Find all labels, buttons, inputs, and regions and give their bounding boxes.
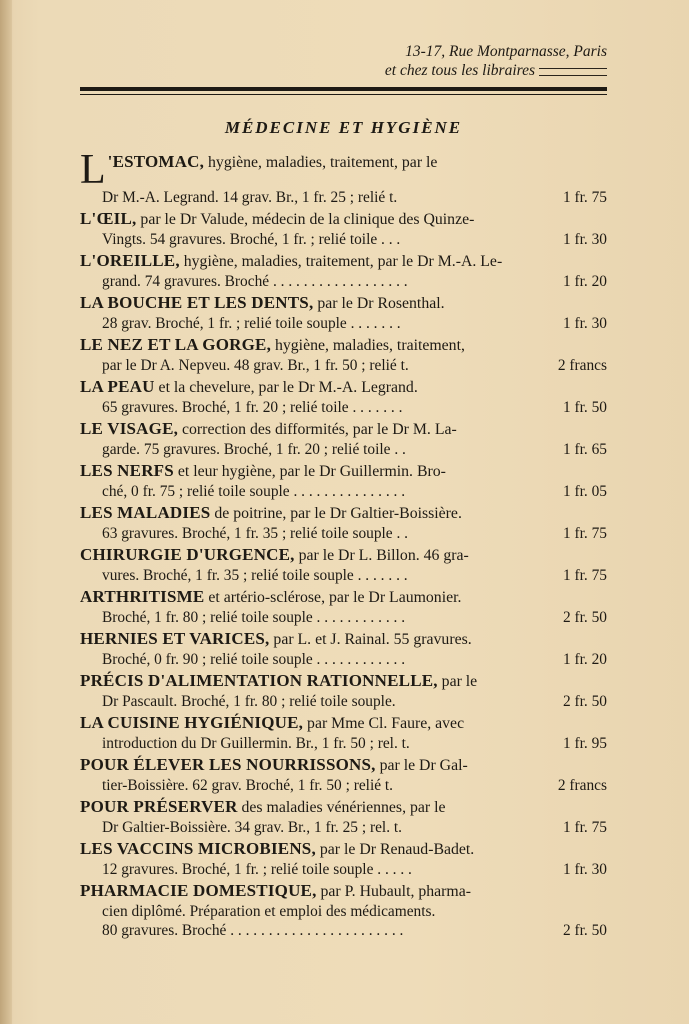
entry-description: et la chevelure, par le Dr M.-A. Legrand. [154, 379, 418, 396]
entry-details: introduction du Dr Guillermin. Br., 1 fr. 50 ; rel. t. [102, 735, 410, 752]
entry-details: grand. 74 gravures. Broché . . . . . . . . . . . . . . . . . . [102, 273, 408, 290]
entry-detail-line [80, 524, 607, 543]
entry-line-1 [80, 587, 607, 608]
entry-price: 1 fr. 75 [562, 819, 607, 836]
entry-description: de poitrine, par le Dr Galtier-Boissière. [210, 505, 462, 522]
entry-detail-line [80, 734, 607, 753]
entry-title: POUR PRÉSERVER [80, 797, 238, 816]
entry-line-1 [80, 881, 607, 902]
entry-description: et leur hygiène, par le Dr Guillermin. Bro- [173, 463, 446, 480]
entry-line-1 [80, 503, 607, 524]
entry-detail-line [80, 356, 607, 375]
catalog-entry [80, 147, 607, 207]
header-thick-rule [80, 87, 607, 91]
entry-line-1 [80, 461, 607, 482]
entry-description: et artério-sclérose, par le Dr Laumonier. [204, 589, 462, 606]
entry-details: Dr M.-A. Legrand. 14 grav. Br., 1 fr. 25 ; relié t. [102, 189, 398, 206]
entry-title: LE NEZ ET LA GORGE, [80, 335, 272, 354]
entry-detail-line [80, 566, 607, 585]
entry-price: 2 francs [557, 777, 607, 794]
entry-details: cien diplômé. Préparation et emploi des médicaments. [102, 903, 436, 920]
entry-title: LA PEAU [80, 377, 155, 396]
entry-detail-line [80, 692, 607, 711]
entry-details: Dr Galtier-Boissière. 34 grav. Br., 1 fr. 25 ; rel. t. [102, 819, 403, 836]
entry-price: 1 fr. 65 [562, 441, 607, 458]
entry-description: par Mme Cl. Faure, avec [303, 715, 465, 732]
entry-detail-line [80, 776, 607, 795]
entry-line-1 [80, 335, 607, 356]
entry-line-1 [80, 545, 607, 566]
entry-price: 2 francs [557, 357, 607, 374]
catalog-entry [80, 671, 607, 711]
entry-price: 1 fr. 95 [562, 735, 607, 752]
entry-detail-line [80, 818, 607, 837]
entry-detail-line [80, 650, 607, 669]
catalog-entry [80, 713, 607, 753]
entry-price: 1 fr. 30 [562, 861, 607, 878]
entry-description: par le Dr Renaud-Badet. [315, 841, 475, 858]
entry-details: 65 gravures. Broché, 1 fr. 20 ; relié toile . . . . . . . [102, 399, 403, 416]
entry-price: 1 fr. 50 [562, 399, 607, 416]
drop-cap: L [80, 147, 106, 193]
entry-title: LA BOUCHE ET LES DENTS, [80, 293, 314, 312]
entry-description: hygiène, maladies, traitement, [271, 337, 465, 354]
entry-details: 28 grav. Broché, 1 fr. ; relié toile souple . . . . . . . [102, 315, 401, 332]
catalog-entry [80, 755, 607, 795]
entry-description: des maladies vénériennes, par le [237, 799, 446, 816]
catalog-entries [80, 147, 607, 942]
catalog-entry [80, 839, 607, 879]
entry-details: 80 gravures. Broché . . . . . . . . . . . . . . . . . . . . . . . [102, 922, 404, 939]
entry-details: 63 gravures. Broché, 1 fr. 35 ; relié toile souple . . [102, 525, 409, 542]
entry-description: par le Dr L. Billon. 46 gra- [294, 547, 469, 564]
catalog-entry [80, 335, 607, 375]
entry-description: par L. et J. Rainal. 55 gravures. [269, 631, 472, 648]
entry-details: 12 gravures. Broché, 1 fr. ; relié toile souple . . . . . [102, 861, 412, 878]
catalog-entry [80, 293, 607, 333]
catalog-entry [80, 587, 607, 627]
entry-details: par le Dr A. Nepveu. 48 grav. Br., 1 fr. 50 ; relié t. [102, 357, 409, 374]
entry-detail-line [80, 398, 607, 417]
entry-detail-line [80, 608, 607, 627]
entry-title: LA CUISINE HYGIÉNIQUE, [80, 713, 304, 732]
header-thin-rule [80, 94, 607, 95]
entry-title: ARTHRITISME [80, 587, 205, 606]
entry-details: Vingts. 54 gravures. Broché, 1 fr. ; relié toile . . . [102, 231, 401, 248]
entry-price: 2 fr. 50 [562, 922, 607, 939]
catalog-entry [80, 881, 607, 940]
entry-details: ché, 0 fr. 75 ; relié toile souple . . . . . . . . . . . . . . . [102, 483, 406, 500]
entry-detail-line [80, 482, 607, 501]
entry-detail-line [80, 921, 607, 940]
entry-description: par le Dr Valude, médecin de la clinique des Quinze- [136, 211, 475, 228]
entry-title: L'OREILLE, [80, 251, 180, 270]
entry-price: 1 fr. 20 [562, 651, 607, 668]
catalog-entry [80, 419, 607, 459]
catalog-entry [80, 209, 607, 249]
entry-description: hygiène, maladies, traitement, par le [204, 154, 438, 171]
entry-details: Dr Pascault. Broché, 1 fr. 80 ; relié toile souple. [102, 693, 396, 710]
entry-details: garde. 75 gravures. Broché, 1 fr. 20 ; relié toile . . [102, 441, 406, 458]
entry-title: LES MALADIES [80, 503, 211, 522]
entry-detail-line [80, 188, 607, 207]
entry-title: POUR ÉLEVER LES NOURRISSONS, [80, 755, 376, 774]
entry-price: 1 fr. 30 [562, 231, 607, 248]
entry-line-1 [80, 293, 607, 314]
catalog-entry [80, 797, 607, 837]
entry-price: 2 fr. 50 [562, 609, 607, 626]
entry-description: correction des difformités, par le Dr M. La- [178, 421, 457, 438]
entry-details: Broché, 0 fr. 90 ; relié toile souple . . . . . . . . . . . . [102, 651, 406, 668]
entry-title: PHARMACIE DOMESTIQUE, [80, 881, 317, 900]
entry-details: vures. Broché, 1 fr. 35 ; relié toile souple . . . . . . . [102, 567, 408, 584]
catalog-entry [80, 377, 607, 417]
catalog-entry [80, 503, 607, 543]
entry-detail-line [80, 902, 607, 921]
publisher-header [385, 42, 607, 80]
entry-details: Broché, 1 fr. 80 ; relié toile souple . . . . . . . . . . . . [102, 609, 406, 626]
catalog-entry [80, 629, 607, 669]
entry-detail-line [80, 860, 607, 879]
entry-detail-line [80, 440, 607, 459]
catalog-entry [80, 461, 607, 501]
catalog-entry [80, 545, 607, 585]
entry-description: par le Dr Gal- [375, 757, 468, 774]
entry-price: 1 fr. 20 [562, 273, 607, 290]
catalog-entry [80, 251, 607, 291]
entry-title: 'ESTOMAC, [107, 152, 205, 171]
section-title: MÉDECINE ET HYGIÈNE [224, 118, 463, 137]
entry-line-1 [80, 209, 607, 230]
entry-line-1 [80, 419, 607, 440]
entry-price: 2 fr. 50 [562, 693, 607, 710]
entry-detail-line [80, 314, 607, 333]
entry-description: par le [437, 673, 478, 690]
entry-line-1 [80, 251, 607, 272]
entry-price: 1 fr. 75 [562, 525, 607, 542]
entry-line-1 [80, 377, 607, 398]
entry-description: par le Dr Rosenthal. [313, 295, 445, 312]
entry-title: HERNIES ET VARICES, [80, 629, 270, 648]
entry-line-1 [80, 797, 607, 818]
entry-price: 1 fr. 75 [562, 567, 607, 584]
entry-title: L'ŒIL, [80, 209, 137, 228]
entry-line-1 [80, 671, 607, 692]
entry-description: par P. Hubault, pharma- [316, 883, 471, 900]
entry-description: hygiène, maladies, traitement, par le Dr M.-A. Le- [179, 253, 503, 270]
entry-title: LES VACCINS MICROBIENS, [80, 839, 316, 858]
entry-title: LES NERFS [80, 461, 174, 480]
publisher-line2: et chez tous les libraires [384, 62, 535, 79]
entry-detail-line [80, 272, 607, 291]
entry-title: PRÉCIS D'ALIMENTATION RATIONNELLE, [80, 671, 438, 690]
entry-line-1 [80, 755, 607, 776]
entry-line-1 [80, 839, 607, 860]
entry-line-1 [80, 713, 607, 734]
entry-price: 1 fr. 30 [562, 315, 607, 332]
entry-price: 1 fr. 05 [562, 483, 607, 500]
entry-title: LE VISAGE, [80, 419, 179, 438]
entry-line-1 [80, 629, 607, 650]
entry-price: 1 fr. 75 [562, 189, 607, 206]
entry-detail-line [80, 230, 607, 249]
entry-title: CHIRURGIE D'URGENCE, [80, 545, 295, 564]
entry-details: tier-Boissière. 62 grav. Broché, 1 fr. 50 ; relié t. [102, 777, 394, 794]
publisher-address: 13-17, Rue Montparnasse, Paris [405, 43, 607, 60]
header-ornament-rule [539, 68, 607, 76]
entry-line-1 [80, 147, 607, 193]
page-spine-shadow [0, 0, 12, 1024]
